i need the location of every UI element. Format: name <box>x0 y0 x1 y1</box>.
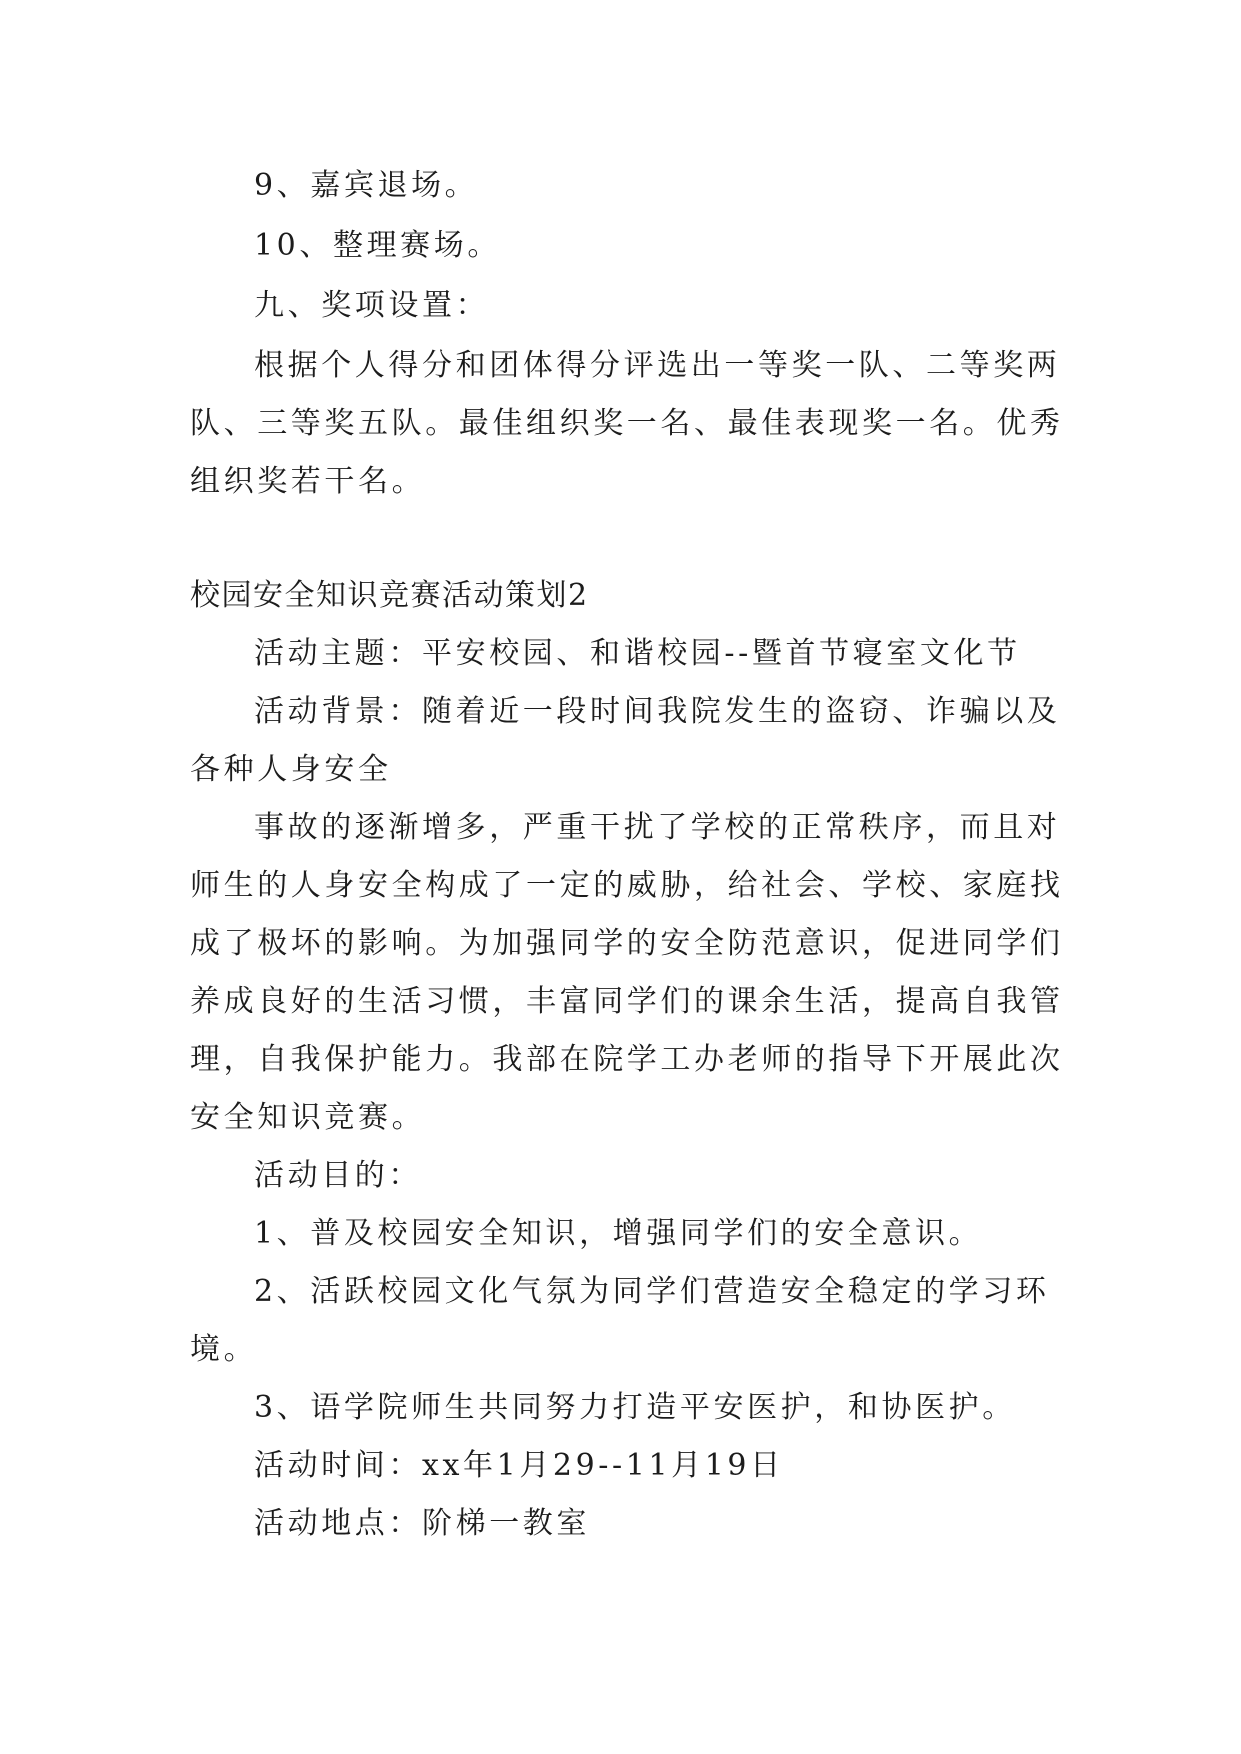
list-item: 3、语学院师生共同努力打造平安医护，和协医护。 <box>254 1390 1016 1425</box>
list-item: 1、普及校园安全知识，增强同学们的安全意识。 <box>254 1216 983 1251</box>
text-line: 活动主题：平安校园、和谐校园--暨首节寝室文化节 <box>254 636 1021 671</box>
list-item: 2、活跃校园文化气氛为同学们营造安全稳定的学习环 <box>254 1274 1050 1309</box>
document-title: 校园安全知识竞赛活动策划2 <box>190 578 589 613</box>
text-line: 理，自我保护能力。我部在院学工办老师的指导下开展此次 <box>190 1042 1064 1077</box>
section-heading: 活动目的： <box>254 1158 422 1193</box>
text-line: 师生的人身安全构成了一定的威胁，给社会、学校、家庭找 <box>190 868 1064 903</box>
text-line: 队、三等奖五队。最佳组织奖一名、最佳表现奖一名。优秀 <box>190 406 1064 441</box>
text-line: 事故的逐渐增多，严重干扰了学校的正常秩序，而且对 <box>254 810 1061 845</box>
text-line: 各种人身安全 <box>190 752 392 787</box>
text-line: 安全知识竞赛。 <box>190 1100 426 1135</box>
text-line: 组织奖若干名。 <box>190 464 426 499</box>
text-line: 活动背景：随着近一段时间我院发生的盗窃、诈骗以及 <box>254 694 1061 729</box>
section-heading: 九、奖项设置： <box>254 288 490 323</box>
text-line: 活动地点：阶梯一教室 <box>254 1506 590 1541</box>
text-line: 活动时间：xx年1月29--11月19日 <box>254 1448 784 1483</box>
text-line: 10、整理赛场。 <box>254 228 501 263</box>
text-line: 养成良好的生活习惯，丰富同学们的课余生活，提高自我管 <box>190 984 1064 1019</box>
text-line: 9、嘉宾退场。 <box>254 168 479 203</box>
text-line: 根据个人得分和团体得分评选出一等奖一队、二等奖两 <box>254 348 1061 383</box>
text-line: 成了极坏的影响。为加强同学的安全防范意识，促进同学们 <box>190 926 1064 961</box>
text-line: 境。 <box>190 1332 258 1367</box>
